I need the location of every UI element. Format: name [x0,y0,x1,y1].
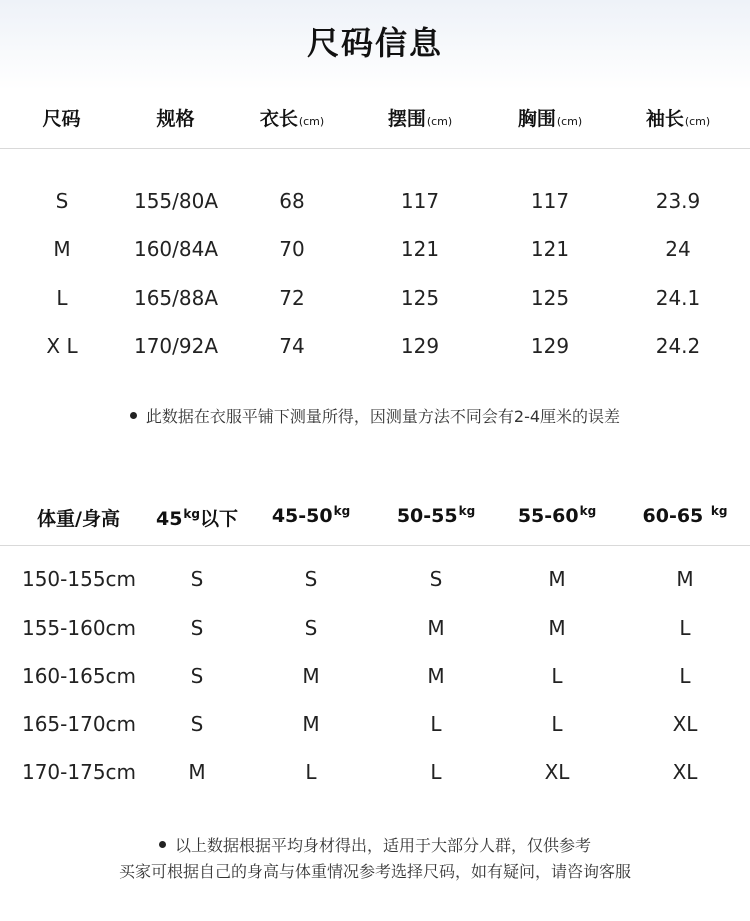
header-chest: 胸围(cm) [517,108,583,130]
table-cell: S [190,616,204,640]
table-cell: 129 [400,334,440,358]
fit-table-divider [0,545,750,546]
table-cell: 129 [530,334,570,358]
table-cell: 155-160cm [21,616,137,640]
table-cell: L [679,616,691,640]
table-cell: 125 [400,286,440,310]
table-cell: 117 [530,189,570,213]
table-cell: XL [672,712,698,736]
table-cell: 165/88A [133,286,219,310]
table-cell: 125 [530,286,570,310]
table-cell: S [55,189,69,213]
header-weight-45-50: $45-50^{kg}$ [271,504,351,527]
table-cell: S [190,712,204,736]
table-cell: S [304,616,318,640]
table-cell: 23.9 [655,189,701,213]
table-cell: M [427,664,445,688]
reference-note-line1: 以上数据根据平均身材得出，适用于大部分人群，仅供参考 [0,833,750,856]
table-cell: S [304,567,318,591]
table-cell: 117 [400,189,440,213]
table-cell: 68 [279,189,305,213]
reference-note-line2: 买家可根据自己的身高与体重情况参考选择尺码，如有疑问，请咨询客服 [118,862,631,881]
table-cell: 160-165cm [21,664,137,688]
bullet-icon [130,412,137,419]
header-weight-60-65: 60-65 $^{kg}$ [642,504,728,527]
table-cell: 24.2 [655,334,701,358]
table-cell: M [676,567,694,591]
table-cell: M [548,567,566,591]
table-cell: S [190,567,204,591]
table-cell: L [551,664,563,688]
table-cell: XL [672,760,698,784]
table-cell: 72 [279,286,305,310]
table-cell: S [190,664,204,688]
table-cell: 170-175cm [21,760,137,784]
header-weight-height: 体重/身高 [37,508,120,530]
table-cell: 24 [665,237,691,261]
table-cell: 170/92A [133,334,219,358]
header-hem: 摆围(cm) [387,108,453,130]
header-length: 衣长(cm) [259,108,325,130]
table-cell: L [430,712,442,736]
table-cell: S [429,567,443,591]
table-cell: 150-155cm [21,567,137,591]
header-size: 尺码 [42,108,81,130]
size-table-divider [0,148,750,149]
table-cell: M [188,760,206,784]
table-cell: 165-170cm [21,712,137,736]
table-cell: M [302,664,320,688]
table-cell: 24.1 [655,286,701,310]
table-cell: 160/84A [133,237,219,261]
table-cell: XL [544,760,570,784]
table-cell: L [551,712,563,736]
measurement-note: 此数据在衣服平铺下测量所得，因测量方法不同会有2-4厘米的误差 [0,404,750,427]
table-cell: 121 [530,237,570,261]
table-cell: L [56,286,68,310]
table-cell: X L [46,334,78,358]
header-weight-45-under: $45^{kg}$以下 [155,507,239,530]
table-cell: L [679,664,691,688]
table-cell: L [430,760,442,784]
table-cell: M [427,616,445,640]
table-cell: M [302,712,320,736]
table-cell: 74 [279,334,305,358]
header-spec: 规格 [156,108,195,130]
table-cell: 155/80A [133,189,219,213]
table-cell: M [53,237,71,261]
table-cell: M [548,616,566,640]
header-weight-55-60: $55-60^{kg}$ [517,504,597,527]
table-cell: 121 [400,237,440,261]
header-weight-50-55: $50-55^{kg}$ [396,504,476,527]
page-title: 尺码信息 [306,24,443,62]
table-cell: 70 [279,237,305,261]
table-cell: L [305,760,317,784]
header-sleeve: 袖长(cm) [645,108,711,130]
bullet-icon [159,841,166,848]
